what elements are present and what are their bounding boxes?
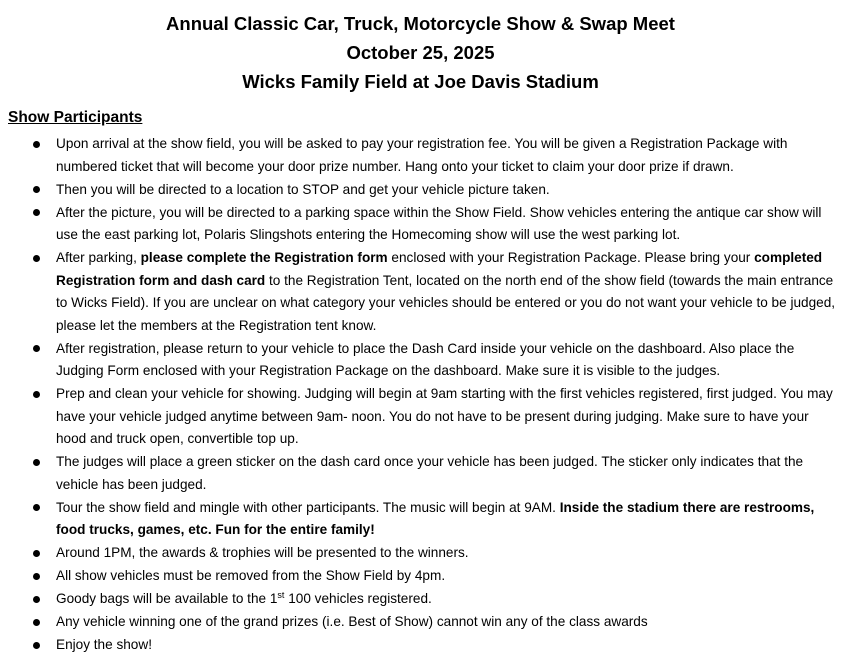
bullet-icon bbox=[33, 345, 40, 352]
ordinal-superscript: st bbox=[277, 590, 285, 600]
list-item bbox=[0, 338, 854, 383]
list-item bbox=[0, 179, 854, 202]
list-item-bold-text: completed Registration form and dash card bbox=[56, 250, 823, 288]
section-heading: Show Participants bbox=[8, 109, 143, 126]
bullet-icon bbox=[33, 186, 40, 193]
list-item bbox=[0, 247, 854, 337]
list-item bbox=[0, 542, 854, 565]
list-item bbox=[0, 565, 854, 588]
list-item-text: enclosed with your Registration Package. Please bring your bbox=[387, 250, 755, 265]
list-item-text: After registration, please return to your vehicle to place the Dash Card inside your vehicle on the dashboard. Also place the Judging Form enclosed with your Registration Package on the dashboard. Make sure it is visible to the judges. bbox=[56, 340, 795, 378]
bullet-icon bbox=[33, 504, 40, 511]
list-item bbox=[0, 451, 854, 496]
bullet-icon bbox=[33, 459, 40, 466]
list-item bbox=[0, 383, 854, 451]
list-item-text: The judges will place a green sticker on the dash card once your vehicle has been judged. The sticker only indicates that the vehicle has been judged. bbox=[56, 454, 804, 492]
bullet-icon bbox=[33, 642, 40, 649]
list-item-text: After the picture, you will be directed to a parking space within the Show Field. Show vehicles entering the antique car show will use the east parking lot, Polaris Slingshots entering the Homecoming show will use the west parking lot. bbox=[56, 204, 822, 242]
list-item-text: to the Registration Tent, located on the north end of the show field (towards the main entrance to Wicks Field). If you are unclear on what category your vehicles should be entered or you do not want your vehicle to be judged, please let the members at the Registration tent know. bbox=[56, 272, 836, 333]
list-item-bold-text: Inside the stadium there are restrooms, food trucks, games, etc. Fun for the entire family! bbox=[56, 499, 815, 537]
list-item-text: After parking, bbox=[56, 250, 141, 265]
list-item-text: Around 1PM, the awards & trophies will be presented to the winners. bbox=[56, 545, 469, 560]
list-item-text: Tour the show field and mingle with other participants. The music will begin at 9AM. bbox=[56, 499, 560, 515]
event-venue: Wicks Family Field at Joe Davis Stadium bbox=[242, 71, 599, 92]
list-item-text: Then you will be directed to a location to STOP and get your vehicle picture taken. bbox=[56, 181, 550, 197]
list-item bbox=[0, 202, 854, 247]
list-item-text: All show vehicles must be removed from the Show Field by 4pm. bbox=[56, 568, 446, 583]
bullet-icon bbox=[33, 550, 40, 557]
list-item-text: Enjoy the show! bbox=[56, 637, 152, 652]
list-item bbox=[0, 588, 854, 611]
event-date: October 25, 2025 bbox=[346, 42, 495, 63]
list-item-text: Any vehicle winning one of the grand prizes (i.e. Best of Show) cannot win any of the class awards bbox=[56, 614, 648, 629]
list-item bbox=[0, 611, 854, 634]
bullet-icon bbox=[33, 619, 40, 626]
list-item-bold-text: please complete the Registration form bbox=[140, 250, 388, 265]
list-item-text: Goody bags will be available to the 1 bbox=[56, 591, 278, 606]
list-item bbox=[0, 133, 854, 178]
bullet-icon bbox=[33, 209, 40, 216]
list-item bbox=[0, 497, 854, 542]
list-item bbox=[0, 634, 854, 657]
bullet-icon bbox=[33, 255, 40, 262]
bullet-icon bbox=[33, 573, 40, 580]
event-title: Annual Classic Car, Truck, Motorcycle Show & Swap Meet bbox=[166, 13, 675, 34]
list-item-text: Upon arrival at the show field, you will be asked to pay your registration fee. You will be given a Registration Package with numbered ticket that will become your door prize number. Hang onto your ticket to claim your door prize if drawn. bbox=[56, 136, 788, 174]
document-title-block bbox=[0, 9, 841, 96]
list-item-text: 100 vehicles registered. bbox=[284, 591, 432, 606]
participant-instructions-list bbox=[0, 133, 854, 657]
list-item-text: Prep and clean your vehicle for showing. Judging will begin at 9am starting with the first vehicles registered, first judged. You may have your vehicle judged anytime between 9am- noon. You do not have to be present during judging. Make sure to have your hood and truck open, convertible top up. bbox=[56, 386, 833, 446]
bullet-icon bbox=[33, 596, 40, 603]
bullet-icon bbox=[33, 391, 40, 398]
bullet-icon bbox=[33, 141, 40, 148]
